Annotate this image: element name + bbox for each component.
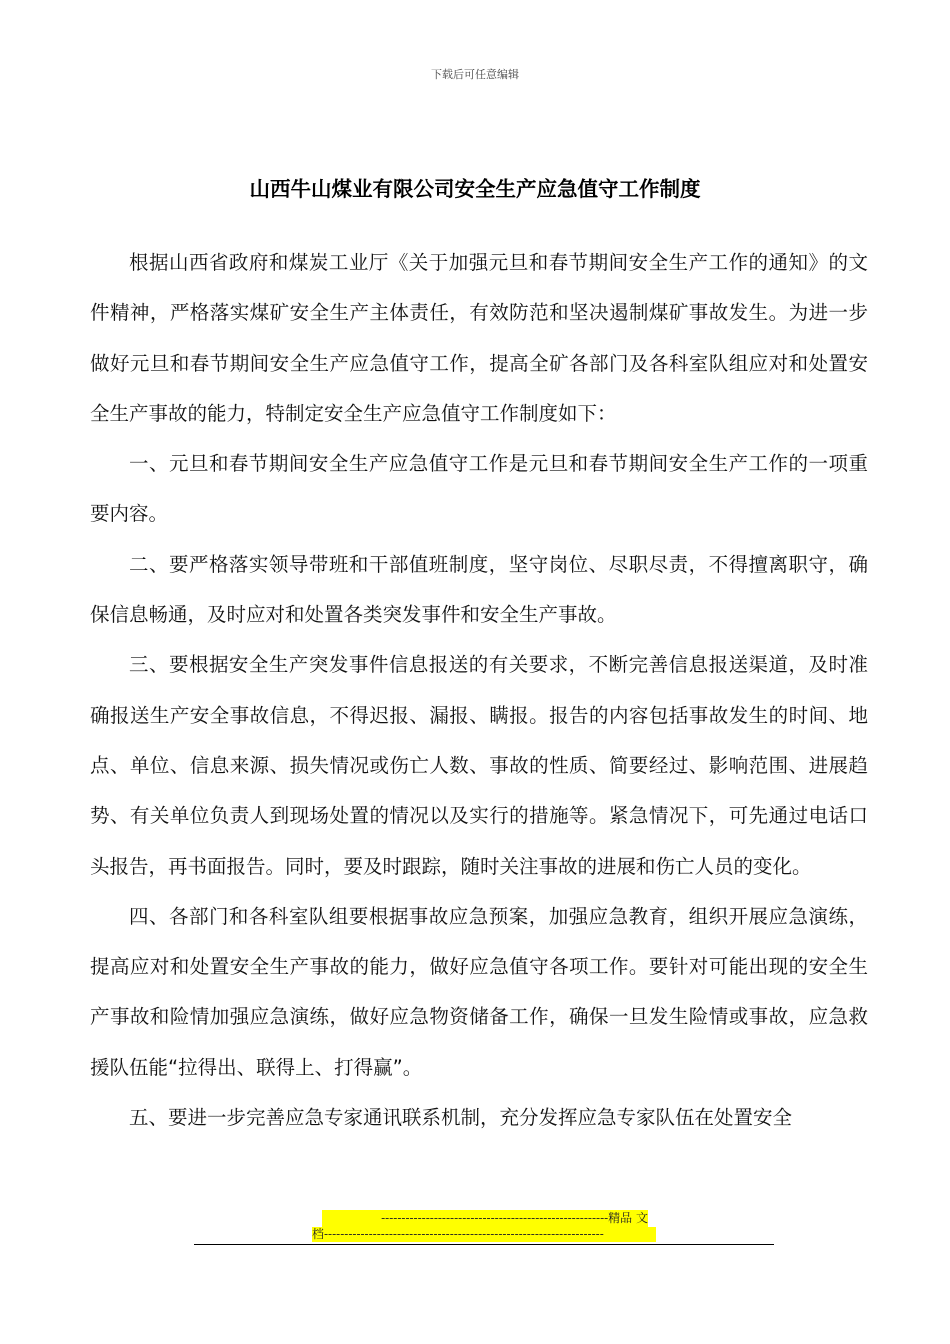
paragraph-item-2: 二、要严格落实领导带班和干部值班制度，坚守岗位、尽职尽责，不得擅离职守，确保信息畅通，及时应对和处置各类突发事件和安全生产事故。 <box>90 552 868 627</box>
footer-watermark-line-2: 档--------------------------------------------------------------------- <box>312 1227 656 1242</box>
footer-divider <box>194 1244 774 1245</box>
document-body <box>90 238 868 1143</box>
paragraph-intro: 根据山西省政府和煤炭工业厅《关于加强元旦和春节期间安全生产工作的通知》的文件精神，严格落实煤矿安全生产主体责任，有效防范和坚决遏制煤矿事故发生。为进一步做好元旦和春节期间安全生产应急值守工作，提高全矿各部门及各科室队组应对和处置安全生产事故的能力，特制定安全生产应急值守工作制度如下： <box>90 251 868 425</box>
paragraph-item-1: 一、元旦和春节期间安全生产应急值守工作是元旦和春节期间安全生产工作的一项重要内容。 <box>90 452 868 526</box>
document-title: 山西牛山煤业有限公司安全生产应急值守工作制度 <box>249 177 701 201</box>
paragraph-item-5: 五、要进一步完善应急专家通讯联系机制，充分发挥应急专家队伍在处置安全 <box>129 1106 793 1130</box>
footer-watermark-line-1: --------------------------------------------------------精品 文 <box>322 1210 648 1227</box>
paragraph-item-4: 四、各部门和各科室队组要根据事故应急预案，加强应急教育，组织开展应急演练，提高应对和处置安全生产事故的能力，做好应急值守各项工作。要针对可能出现的安全生产事故和险情加强应急演练，做好应急物资储备工作，确保一旦发生险情或事故，应急救援队伍能“拉得出、联得上、打得赢”。 <box>90 904 868 1079</box>
paragraph-item-3: 三、要根据安全生产突发事件信息报送的有关要求，不断完善信息报送渠道，及时准确报送生产安全事故信息，不得迟报、漏报、瞒报。报告的内容包括事故发生的时间、地点、单位、信息来源、损失情况或伤亡人数、事故的性质、简要经过、影响范围、进展趋势、有关单位负责人到现场处置的情况以及实行的措施等。紧急情况下，可先通过电话口头报告，再书面报告。同时，要及时跟踪，随时关注事故的进展和伤亡人员的变化。 <box>90 653 868 878</box>
page-header-note: 下载后可任意编辑 <box>431 68 519 81</box>
